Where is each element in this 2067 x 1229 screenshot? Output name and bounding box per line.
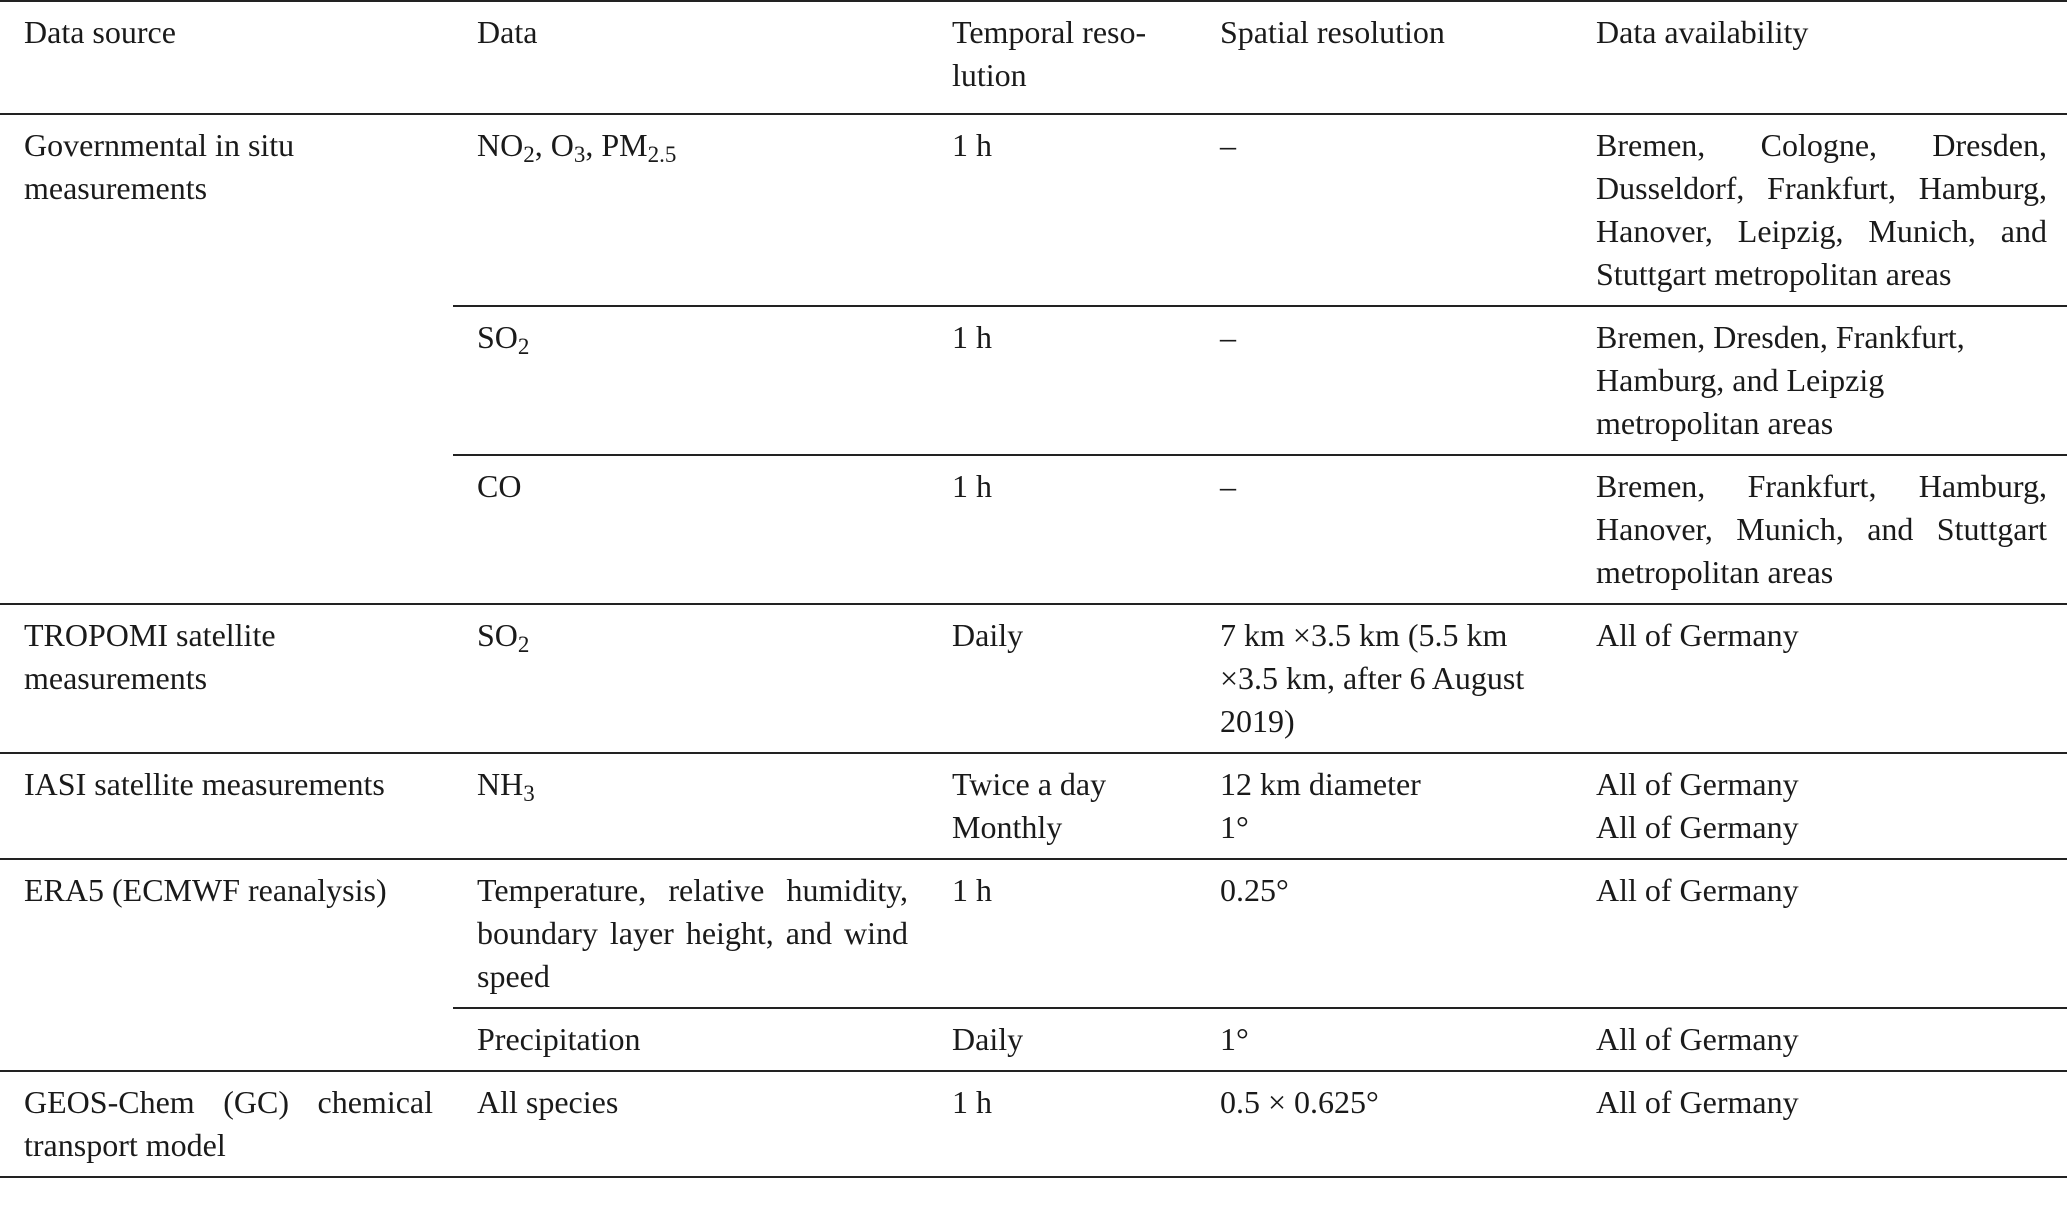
row-availability: All of Germany <box>1572 1071 2067 1177</box>
row-source-governmental: Governmental in situ measurements <box>0 114 453 604</box>
table-row <box>0 753 2067 859</box>
row-availability: All of Germany <box>1572 859 2067 1008</box>
data-part: NO <box>477 127 524 163</box>
row-data-nh3 <box>453 753 928 859</box>
row-source-geos-chem: GEOS-Chem (GC) chemical transport model <box>0 1071 453 1177</box>
row-data-so2 <box>453 306 928 455</box>
row-temporal-line: Monthly <box>952 809 1063 845</box>
row-data-so2 <box>453 604 928 753</box>
row-availability: Bremen, Dresden, Frankfurt, Hamburg, and Leipzig metropolitan areas <box>1572 306 2067 455</box>
data-part-sub: 3 <box>523 779 535 806</box>
row-availability: Bremen, Cologne, Dresden, Dusseldorf, Frankfurt, Hamburg, Hanover, Leipzig, Munich, and Stuttgart metropolitan areas <box>1572 114 2067 306</box>
row-spatial: 0.5 × 0.625° <box>1196 1071 1572 1177</box>
row-availability: All of Germany <box>1572 1008 2067 1071</box>
row-spatial: – <box>1196 455 1572 604</box>
row-spatial-line: 1° <box>1220 809 1249 845</box>
row-temporal: 1 h <box>928 455 1196 604</box>
header-temporal-resolution <box>928 1 1196 114</box>
row-temporal-line: Twice a day <box>952 766 1107 802</box>
data-part-sub: 2 <box>523 140 535 167</box>
row-temporal: Daily <box>928 604 1196 753</box>
row-temporal <box>928 753 1196 859</box>
data-part: , PM <box>585 127 648 163</box>
row-temporal: 1 h <box>928 114 1196 306</box>
header-temporal-text-2: lution <box>952 57 1027 93</box>
row-spatial-line: 12 km diameter <box>1220 766 1421 802</box>
row-data-all-species: All species <box>453 1071 928 1177</box>
header-data-source: Data source <box>0 1 453 114</box>
table-row <box>0 604 2067 753</box>
table-row <box>0 114 2067 306</box>
row-source-era5: ERA5 (ECMWF reanalysis) <box>0 859 453 1071</box>
data-part: SO <box>477 319 518 355</box>
data-part: NH <box>477 766 524 802</box>
row-data-precipitation: Precipitation <box>453 1008 928 1071</box>
row-data-meteorology: Temperature, relative humidity, boundary layer height, and wind speed <box>453 859 928 1008</box>
row-availability-line: All of Germany <box>1596 766 1799 802</box>
row-spatial: 1° <box>1196 1008 1572 1071</box>
header-data-availability: Data availability <box>1572 1 2067 114</box>
header-spatial-resolution: Spatial resolution <box>1196 1 1572 114</box>
data-part-sub: 2.5 <box>647 140 677 167</box>
row-temporal: 1 h <box>928 859 1196 1008</box>
table-header-row <box>0 1 2067 114</box>
row-availability: Bremen, Frankfurt, Hamburg, Hanover, Munich, and Stuttgart metropolitan areas <box>1572 455 2067 604</box>
row-availability: All of Germany <box>1572 604 2067 753</box>
data-part-sub: 2 <box>517 630 530 657</box>
row-temporal: Daily <box>928 1008 1196 1071</box>
row-spatial: – <box>1196 114 1572 306</box>
row-spatial: – <box>1196 306 1572 455</box>
row-availability-line: All of Germany <box>1596 809 1799 845</box>
data-part-sub: 2 <box>517 332 530 359</box>
row-source-tropomi: TROPOMI satellite measurements <box>0 604 453 753</box>
row-data-no2-o3-pm25 <box>453 114 928 306</box>
row-spatial: 0.25° <box>1196 859 1572 1008</box>
header-data: Data <box>453 1 928 114</box>
data-part: , O <box>534 127 574 163</box>
row-temporal: 1 h <box>928 306 1196 455</box>
row-data-co: CO <box>453 455 928 604</box>
header-temporal-text: Temporal reso- <box>952 14 1147 50</box>
table-row <box>0 1071 2067 1177</box>
data-part-sub: 3 <box>573 140 586 167</box>
row-temporal: 1 h <box>928 1071 1196 1177</box>
row-spatial: 7 km ×3.5 km (5.5 km ×3.5 km, after 6 August 2019) <box>1196 604 1572 753</box>
row-spatial <box>1196 753 1572 859</box>
table-row <box>0 859 2067 1008</box>
data-part: SO <box>477 617 518 653</box>
row-source-iasi: IASI satellite measurements <box>0 753 453 859</box>
row-availability <box>1572 753 2067 859</box>
